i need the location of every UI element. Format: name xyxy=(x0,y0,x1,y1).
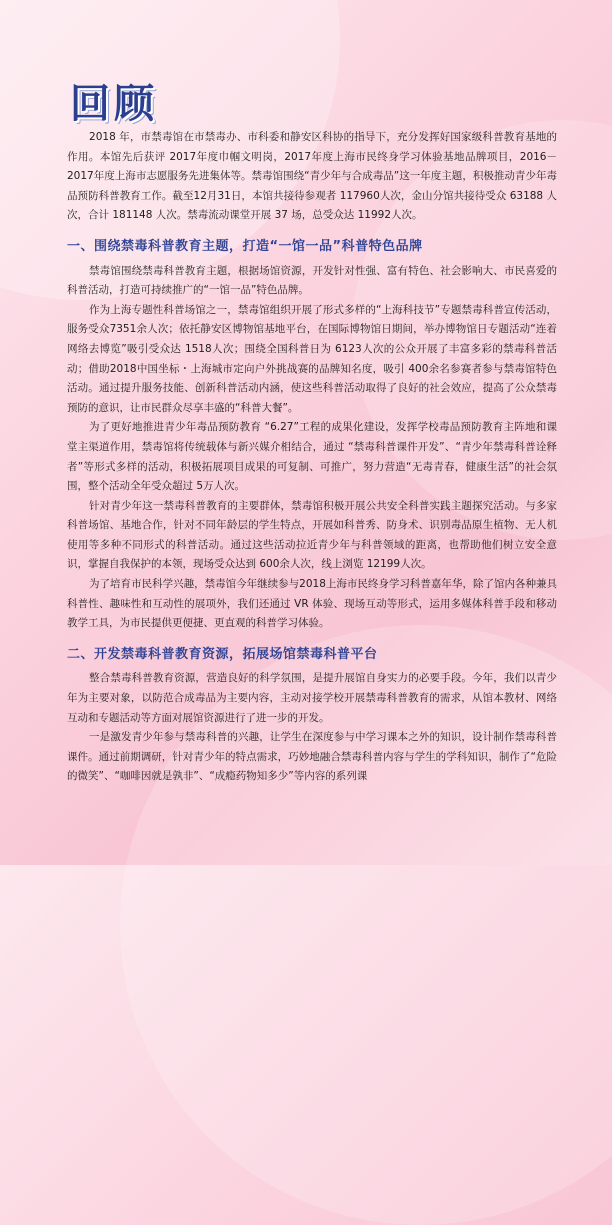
body-paragraph: 为了培育市民科学兴趣，禁毒馆今年继续参与2018上海市民终身学习科普嘉年华，除了馆内各种兼具科普性、趣味性和互动性的展项外，我们还通过 VR 体验、现场互动等形式，运用多媒体科普手段和移动教学工具，为市民提供更便捷、更直观的科普学习体验。 xyxy=(67,578,557,630)
page-title: 回顾 xyxy=(70,80,158,127)
body-paragraph: 一是激发青少年参与禁毒科普的兴趣，让学生在深度参与中学习课本之外的知识，设计制作禁毒科普课件。通过前期调研，针对青少年的特点需求，巧妙地融合禁毒科普内容与学生的学科知识，制作了“危险的微笑”、“咖啡因就是孰非”、“成瘾药物知多少”等内容的系列课 xyxy=(67,731,557,783)
body-paragraph: 为了更好地推进青少年毒品预防教育 “6.27”工程的成果化建设，发挥学校毒品预防教育主阵地和课堂主渠道作用，禁毒馆将传统载体与新兴媒介相结合，通过 “禁毒科普课件开发”、“青少年禁毒科普诠释者”等形式多样的活动，积极拓展项目成果的可复制、可推广，努力营造“无毒青春，健康生活”的社会氛围，整个活动全年受众超过 5万人次。 xyxy=(67,421,557,493)
body-paragraph: 整合禁毒科普教育资源，营造良好的科学氛围，是提升展馆自身实力的必要手段。今年，我们以青少年为主要对象，以防范合成毒品为主要内容，主动对接学校开展禁毒科普教育的需求，从馆本教材、网络互动和专题活动等方面对展馆资源进行了进一步的开发。 xyxy=(67,672,557,724)
body-paragraph: 针对青少年这一禁毒科普教育的主要群体，禁毒馆积极开展公共安全科普实践主题探究活动。与多家科普场馆、基地合作，针对不同年龄层的学生特点，开展如科普秀、防身术、识别毒品原生植物、无人机使用等多种不同形式的科普活动。通过这些活动拉近青少年与科普领域的距离，也帮助他们树立安全意识，掌握自我保护的本领，现场受众达到 600余人次，线上浏览 12199人次。 xyxy=(67,499,557,571)
article-body xyxy=(67,128,557,787)
section-heading: 二、开发禁毒科普教育资源，拓展场馆禁毒科普平台 xyxy=(67,646,378,662)
body-paragraph: 作为上海专题性科普场馆之一，禁毒馆组织开展了形式多样的“上海科技节”专题禁毒科普宣传活动，服务受众7351余人次；依托静安区博物馆基地平台，在国际博物馆日期间，举办博物馆日专题活动“连着网络去博览”吸引受众达 1518人次；围绕全国科普日为 6123人次的公众开展了丰富多彩的禁毒科普活动；借助2018中国坐标・上海城市定向户外挑战赛的品牌知名度，吸引 400余名参赛者参与禁毒馆特色活动。通过提升服务技能、创新科普活动内涵，使这些科普活动取得了良好的社会效应，提高了公众禁毒预防的意识，让市民群众尽享丰盛的“科普大餐”。 xyxy=(67,303,557,414)
body-paragraph: 禁毒馆围绕禁毒科普教育主题，根据场馆资源，开发针对性强、富有特色、社会影响大、市民喜爱的科普活动，打造可持续推广的“一馆一品”特色品牌。 xyxy=(67,264,557,297)
section-heading: 一、围绕禁毒科普教育主题，打造“一馆一品”科普特色品牌 xyxy=(67,238,423,254)
intro-paragraph: 2018 年，市禁毒馆在市禁毒办、市科委和静安区科协的指导下，充分发挥好国家级科普教育基地的作用。本馆先后获评 2017年度巾帼文明岗，2017年度上海市民终身学习体验基地品牌项目，2016－2017年度上海市志愿服务先进集体等。禁毒馆围绕“青少年与合成毒品”这一年度主题，积极推动青少年毒品预防科普教育工作。截至12月31日，本馆共接待参观者 117960人次，金山分馆共接待受众 63188 人次，合计 181148 人次。禁毒流动课堂开展 37 场，总受众达 11992人次。 xyxy=(67,131,557,222)
